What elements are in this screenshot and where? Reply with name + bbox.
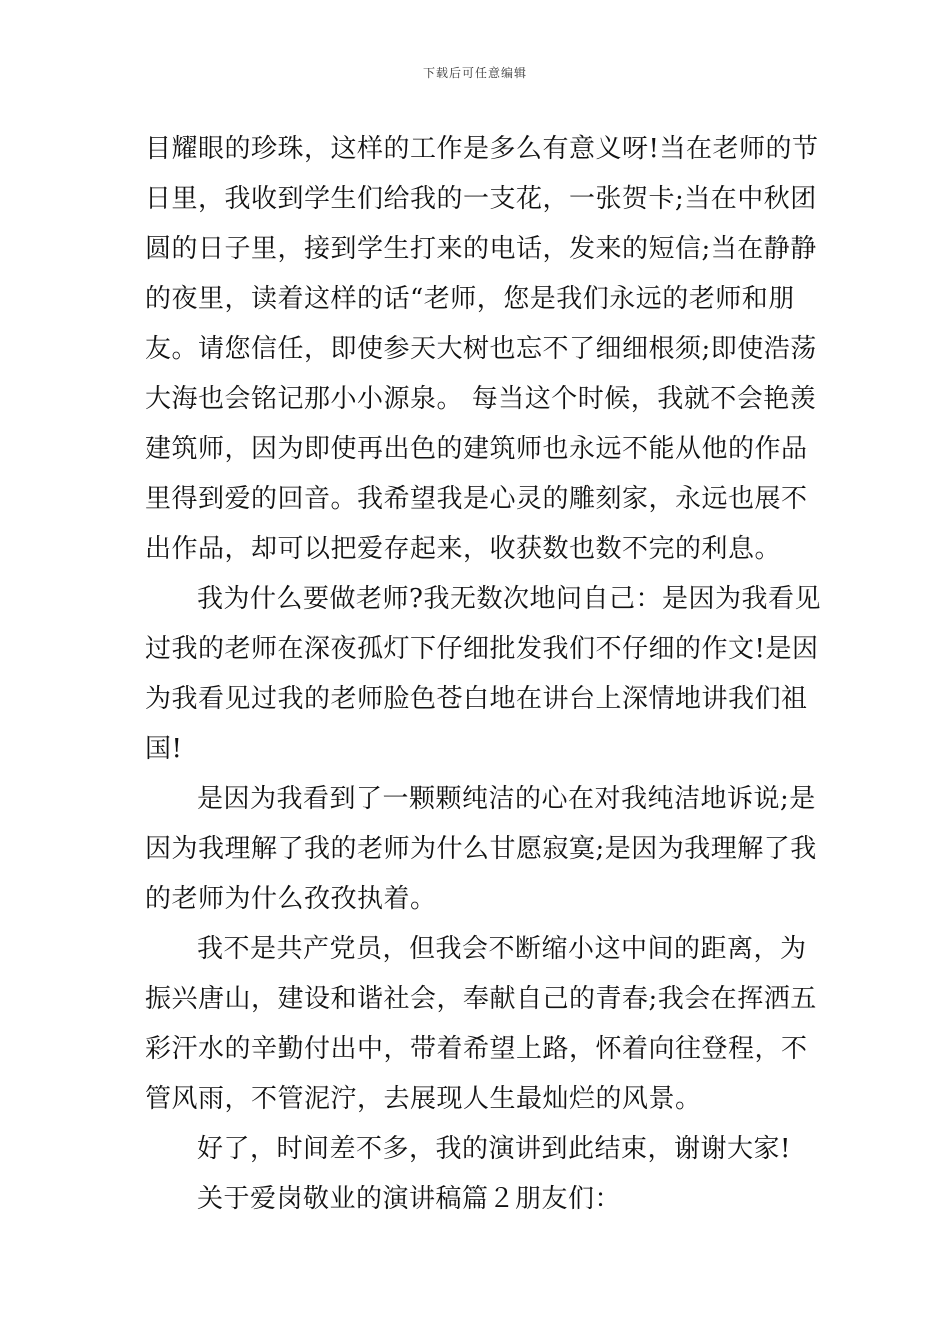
text-line: 目耀眼的珍珠，这样的工作是多么有意义呀!当在老师的节 (145, 134, 819, 164)
paragraph-start-line: 我为什么要做老师?我无数次地问自己：是因为我看见 (197, 584, 821, 614)
paragraph-start-line: 是因为我看到了一颗颗纯洁的心在对我纯洁地诉说;是 (197, 784, 816, 814)
text-line: 的老师为什么孜孜执着。 (145, 884, 437, 914)
text-line: 出作品，却可以把爱存起来，收获数也数不完的利息。 (145, 534, 782, 564)
text-line: 里得到爱的回音。我希望我是心灵的雕刻家，永远也展不 (145, 484, 808, 514)
section-heading-line: 关于爱岗敬业的演讲稿篇２朋友们： (197, 1184, 622, 1214)
text-line: 因为我理解了我的老师为什么甘愿寂寞;是因为我理解了我 (145, 834, 817, 864)
paragraph-start-line: 好了，时间差不多，我的演讲到此结束，谢谢大家! (197, 1134, 791, 1164)
document-body (145, 124, 821, 1224)
text-line: 管风雨，不管泥泞，去展现人生最灿烂的风景。 (145, 1084, 702, 1114)
text-line: 圆的日子里，接到学生打来的电话，发来的短信;当在静静 (145, 234, 817, 264)
text-line: 振兴唐山，建设和谐社会，奉献自己的青春;我会在挥洒五 (145, 984, 817, 1014)
page-header: 下载后可任意编辑 (422, 66, 527, 80)
text-line: 为我看见过我的老师脸色苍白地在讲台上深情地讲我们祖 (145, 684, 808, 714)
text-line: 的夜里，读着这样的话“老师，您是我们永远的老师和朋 (145, 284, 795, 314)
text-line: 大海也会铭记那小小源泉。 每当这个时候，我就不会艳羡 (145, 384, 817, 414)
text-line: 国! (145, 734, 183, 764)
text-line: 日里，我收到学生们给我的一支花，一张贺卡;当在中秋团 (145, 184, 817, 214)
text-line: 友。请您信任，即使参天大树也忘不了细细根须;即使浩荡 (145, 334, 817, 364)
text-line: 彩汗水的辛勤付出中，带着希望上路，怀着向往登程，不 (145, 1034, 808, 1064)
text-line: 建筑师，因为即使再出色的建筑师也永远不能从他的作品 (145, 434, 808, 464)
paragraph-start-line: 我不是共产党员，但我会不断缩小这中间的距离，为 (197, 934, 807, 964)
text-line: 过我的老师在深夜孤灯下仔细批发我们不仔细的作文!是因 (145, 634, 819, 664)
